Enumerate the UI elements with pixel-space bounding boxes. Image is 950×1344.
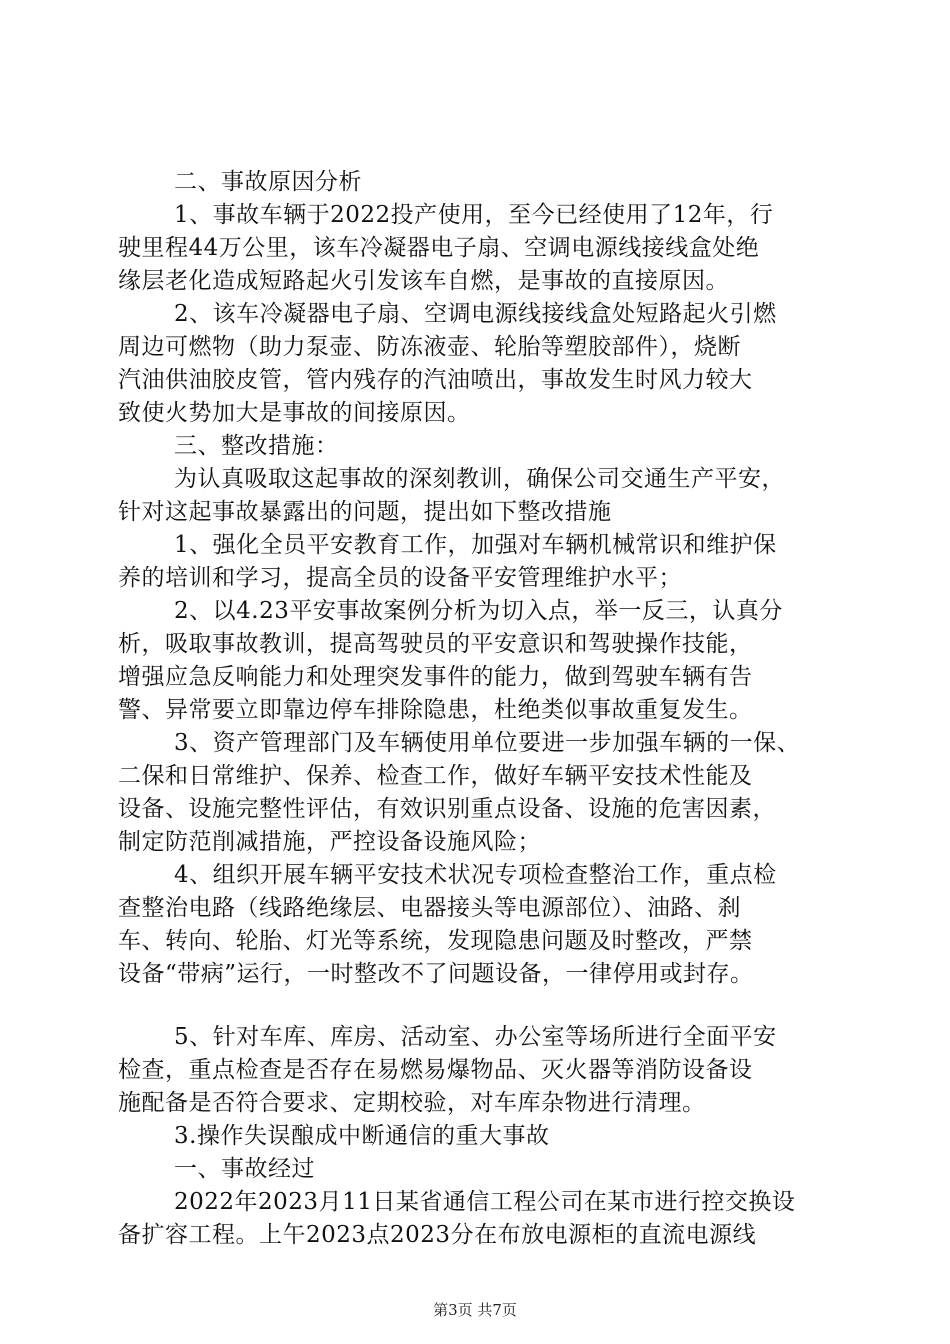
paragraph-line: 设备、设施完整性评估，有效识别重点设备、设施的危害因素， (118, 796, 776, 822)
paragraph-line: 备扩容工程。上午2023点2023分在布放电源柜的直流电源线 (118, 1222, 757, 1248)
paragraph-line: 析，吸取事故教训，提高驾驶员的平安意识和驾驶操作技能， (118, 631, 753, 657)
section-heading: 二、事故原因分析 (174, 169, 362, 195)
paragraph-line: 针对这起事故暴露出的问题，提出如下整改措施 (118, 499, 612, 525)
paragraph-line: 2、该车冷凝器电子扇、空调电源线接线盒处短路起火引燃 (174, 301, 777, 327)
paragraph-line: 3、资产管理部门及车辆使用单位要进一步加强车辆的一保、 (174, 730, 801, 756)
paragraph-line: 驶里程44万公里，该车冷凝器电子扇、空调电源线接线盒处绝 (118, 235, 760, 261)
paragraph-line: 1、强化全员平安教育工作，加强对车辆机械常识和维护保 (174, 532, 777, 558)
paragraph-line: 周边可燃物（助力泵壶、防冻液壶、轮胎等塑胶部件），烧断 (118, 334, 741, 360)
paragraph-line: 养的培训和学习，提高全员的设备平安管理维护水平； (118, 565, 682, 591)
paragraph-line: 车、转向、轮胎、灯光等系统，发现隐患问题及时整改，严禁 (118, 928, 753, 954)
paragraph-line: 致使火势加大是事故的间接原因。 (118, 400, 471, 426)
section-heading: 3.操作失误酿成中断通信的重大事故 (174, 1123, 550, 1149)
paragraph-line: 5、针对车库、库房、活动室、办公室等场所进行全面平安 (174, 1024, 777, 1050)
section-heading: 三、整改措施： (174, 433, 339, 459)
paragraph-line: 为认真吸取这起事故的深刻教训，确保公司交通生产平安， (174, 466, 785, 492)
paragraph-line: 2、以4.23平安事故案例分析为切入点，举一反三，认真分 (174, 598, 783, 624)
page-number-footer: 第3页 共7页 (433, 1301, 517, 1319)
paragraph-line: 4、组织开展车辆平安技术状况专项检查整治工作，重点检 (174, 862, 777, 888)
paragraph-line: 二保和日常维护、保养、检查工作，做好车辆平安技术性能及 (118, 763, 753, 789)
paragraph-line: 查整治电路（线路绝缘层、电器接头等电源部位）、油路、刹 (118, 895, 741, 921)
paragraph-line: 警、异常要立即靠边停车排除隐患，杜绝类似事故重复发生。 (118, 697, 753, 723)
paragraph-line: 增强应急反响能力和处理突发事件的能力，做到驾驶车辆有告 (118, 664, 753, 690)
paragraph-line: 设备“带病”运行，一时整改不了问题设备，一律停用或封存。 (118, 961, 754, 987)
paragraph-line: 缘层老化造成短路起火引发该车自燃，是事故的直接原因。 (118, 268, 729, 294)
paragraph-spacer (118, 991, 850, 1021)
paragraph-line: 1、事故车辆于2022投产使用，至今已经使用了12年，行 (174, 202, 774, 228)
paragraph-line: 制定防范削减措施，严控设备设施风险； (118, 829, 541, 855)
section-heading: 一、事故经过 (174, 1156, 315, 1182)
paragraph-line: 检查，重点检查是否存在易燃易爆物品、灭火器等消防设备设 (118, 1057, 753, 1083)
document-body (118, 166, 850, 1252)
paragraph-line: 2022年2023月11日某省通信工程公司在某市进行控交换设 (174, 1189, 796, 1215)
paragraph-line: 施配备是否符合要求、定期校验，对车库杂物进行清理。 (118, 1090, 706, 1116)
paragraph-line: 汽油供油胶皮管，管内残存的汽油喷出，事故发生时风力较大 (118, 367, 753, 393)
